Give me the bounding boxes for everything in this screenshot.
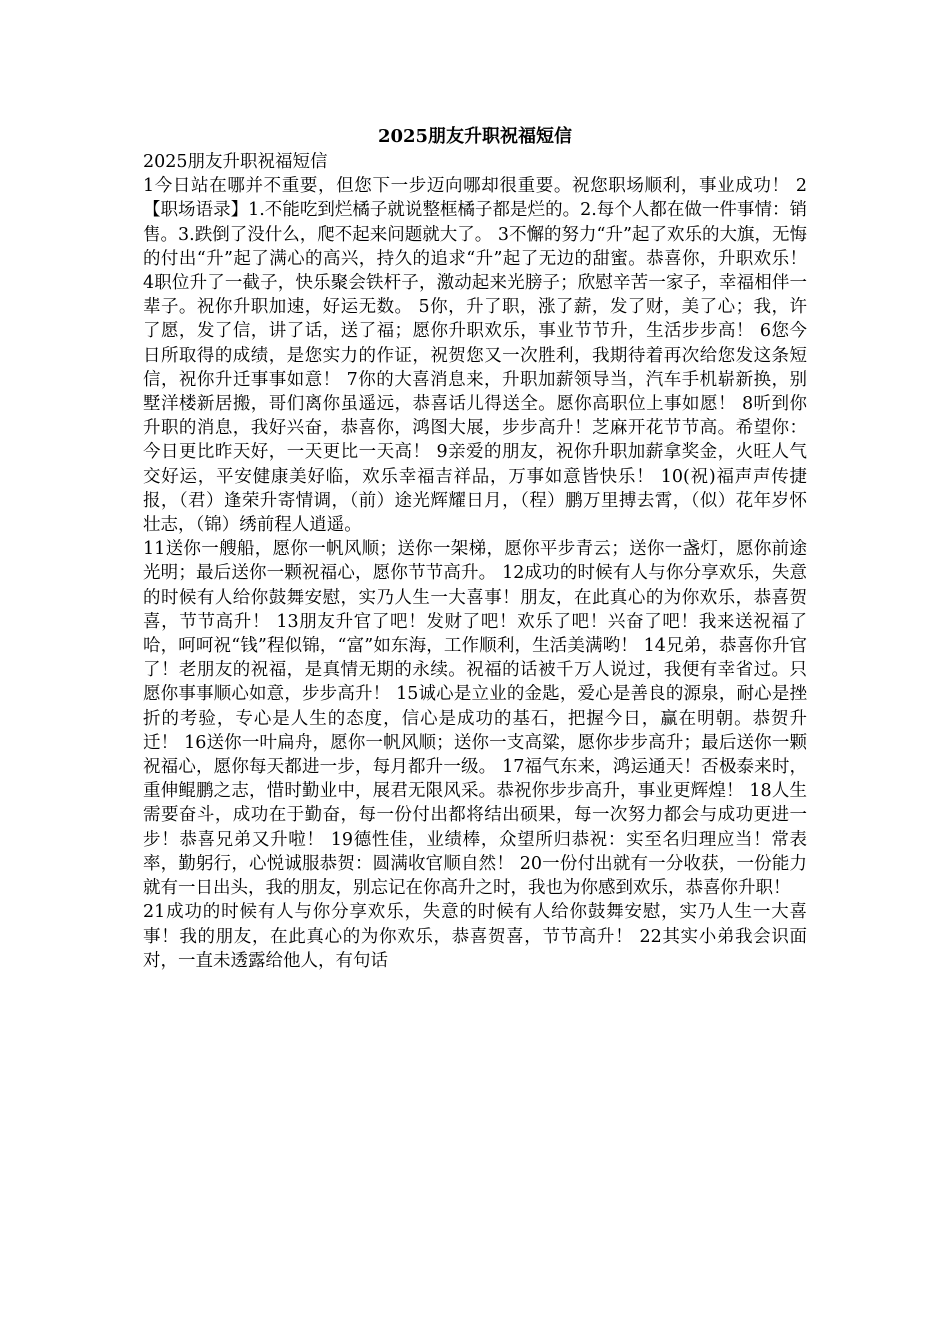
paragraph: 11送你一艘船，愿你一帆风顺；送你一架梯，愿你平步青云；送你一盏灯，愿你前途光明；最后送你一颗祝福心，愿你节节高升。 12成功的时候有人与你分享欢乐，失意的时候有人给你鼓舞安慰，实乃人生一大喜事！朋友，在此真心的为你欢乐，恭喜贺喜，节节高升！ 13朋友升官了吧！发财了吧！欢乐了吧！兴奋了吧！我来送祝福了哈，呵呵祝“钱”程似锦，“富”如东海，工作顺利，生活美满哟！ 14兄弟，恭喜你升官了！老朋友的祝福，是真情无期的永续。祝福的话被千万人说过，我便有幸省过。只愿你事事顺心如意，步步高升！ 15诚心是立业的金匙，爱心是善良的源泉，耐心是挫折的考验，专心是人生的态度，信心是成功的基石，把握今日，赢在明朝。恭贺升迁！ 16送你一叶扁舟，愿你一帆风顺；送你一支高粱，愿你步步高升；最后送你一颗祝福心，愿你每天都进一步，每月都升一级。 17福气东来，鸿运通天！否极泰来时，重伸鲲鹏之志，惜时勤业中，展君无限风采。恭祝你步步高升，事业更辉煌！ 18人生需要奋斗，成功在于勤奋，每一份付出都将结出硕果，每一次努力都会与成功更进一步！恭喜兄弟又升啦！ 19德性佳，业绩棒，众望所归恭祝：实至名归理应当！常表率，勤躬行，心悦诚服恭贺：圆满收官顺自然！ 20一份付出就有一分收获，一份能力就有一日出头，我的朋友，别忘记在你高升之时，我也为你感到欢乐，恭喜你升职！ xyxy=(143,539,807,899)
document-subtitle: 2025朋友升职祝福短信 xyxy=(143,152,328,172)
paragraph: 21成功的时候有人与你分享欢乐，失意的时候有人给你鼓舞安慰，实乃人生一大喜事！我的朋友，在此真心的为你欢乐，恭喜贺喜，节节高升！ 22其实小弟我会识面对，一直未透露给他人，有句话 xyxy=(143,902,807,971)
paragraph: 1今日站在哪并不重要，但您下一步迈向哪却很重要。祝您职场顺利，事业成功！ 2【职场语录】1.不能吃到烂橘子就说整框橘子都是烂的。2.每个人都在做一件事情：销售。3.跌倒了没什么，爬不起来问题就大了。 3不懈的努力“升”起了欢乐的大旗，无悔的付出“升”起了满心的高兴，持久的追求“升”起了无边的甜蜜。恭喜你，升职欢乐！ 4职位升了一截子，快乐聚会铁杆子，激动起来光膀子；欣慰辛苦一家子，幸福相伴一辈子。祝你升职加速，好运无数。 5你，升了职，涨了薪，发了财，美了心；我，许了愿，发了信，讲了话，送了福；愿你升职欢乐，事业节节升，生活步步高！ 6您今日所取得的成绩，是您实力的作证，祝贺您又一次胜利，我期待着再次给您发这条短信，祝你升迁事事如意！ 7你的大喜消息来，升职加薪领导当，汽车手机崭新换，别墅洋楼新居搬，哥们离你虽遥远，恭喜话儿得送全。愿你高职位上事如愿！ 8听到你升职的消息，我好兴奋，恭喜你，鸿图大展，步步高升！芝麻开花节节高。希望你：今日更比昨天好，一天更比一天高！ 9亲爱的朋友，祝你升职加薪拿奖金，火旺人气交好运，平安健康美好临，欢乐幸福吉祥品，万事如意皆快乐！ 10(祝)福声声传捷报，（君）逢荣升寄情调，（前）途光辉耀日月，（程）鹏万里搏去霄，（似）花年岁怀壮志，（锦）绣前程人逍遥。 xyxy=(143,176,807,536)
document-body xyxy=(143,150,807,973)
document-title: 2025朋友升职祝福短信 xyxy=(377,126,573,147)
